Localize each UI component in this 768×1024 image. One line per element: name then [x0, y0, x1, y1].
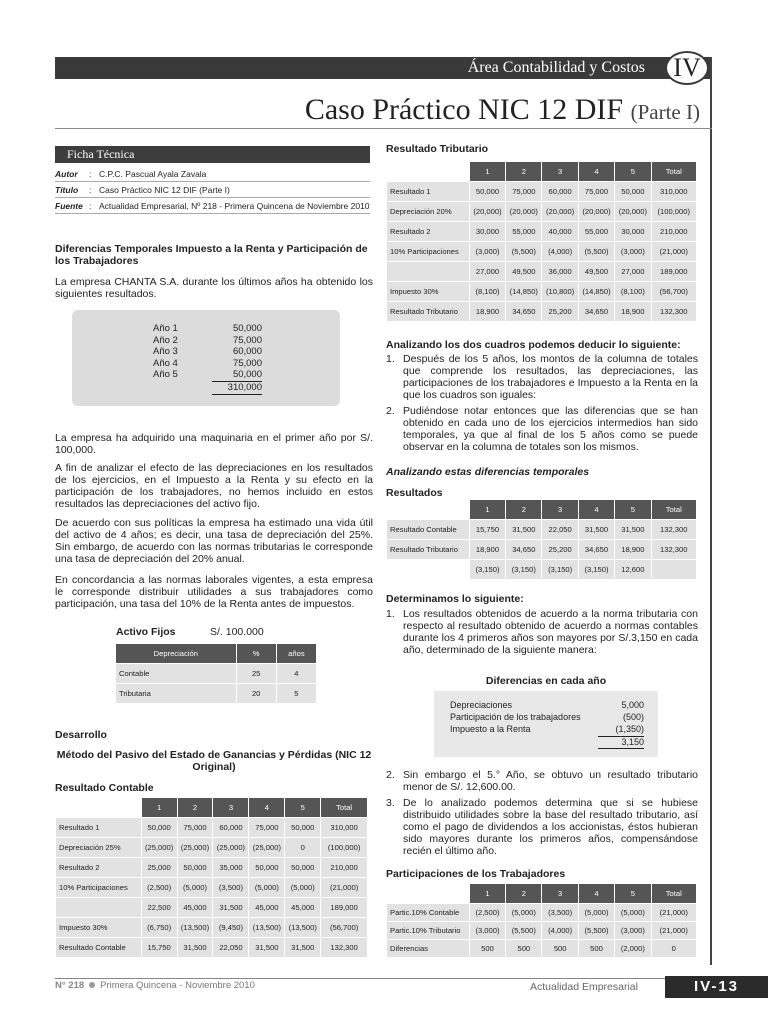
table-row-label: Resultado Tributario [387, 540, 470, 560]
table-cell: 60,000 [542, 182, 578, 202]
table-row-label [56, 898, 142, 918]
table-cell: (5,500) [578, 922, 614, 940]
table-cell: (100,000) [651, 202, 696, 222]
footer-month: Noviembre 2010 [185, 980, 255, 991]
activo-label: Activo Fijos [116, 626, 176, 638]
years-total-rule [212, 394, 262, 395]
table-cell: 310,000 [651, 182, 696, 202]
table-cell: 18,900 [469, 302, 505, 322]
table-cell: (5,000) [506, 904, 542, 922]
table-cell: (5,500) [578, 242, 614, 262]
table-cell: (21,000) [651, 242, 696, 262]
table-row [387, 182, 697, 202]
table-row-label: Partic.10% Contable [387, 904, 470, 922]
table-cell: (20,000) [506, 202, 542, 222]
table-cell: 25,200 [542, 540, 578, 560]
list-item [386, 797, 698, 857]
table-row [56, 938, 368, 958]
table-header-cell: 1 [469, 162, 505, 182]
table-cell: 0 [285, 838, 321, 858]
paragraph-3: De acuerdo con sus políticas la empresa ha estimado una vida útil del activo de 4 años; es decir, una tasa de depreciación del 25%. Sin embargo, de acuerdo con las normas tributarias le corresponde una tasa de depreciación del 20% anual. [55, 517, 373, 565]
table-header-cell: 3 [542, 162, 578, 182]
table-cell: 50,000 [249, 858, 285, 878]
table-cell: (3,500) [213, 878, 249, 898]
table-header-cell: años [276, 644, 316, 664]
participaciones-table [386, 883, 697, 958]
list-text: Después de los 5 años, los montos de la columna de totales que comprende los resultados, las depreciaciones, las participaciones de los trabajadores e Impuesto a la Renta en la que los cuadros son iguales: [403, 353, 698, 401]
years-total: 310,000 [227, 382, 262, 393]
table-cell: 132,300 [651, 520, 696, 540]
difference-label: Depreciaciones [450, 700, 513, 710]
table-header-cell: 4 [578, 884, 614, 904]
list-number: 1. [386, 608, 395, 620]
year-value: 60,000 [232, 346, 262, 357]
table-header-cell: 3 [542, 884, 578, 904]
table-cell: (21,000) [321, 878, 368, 898]
table-cell: (20,000) [542, 202, 578, 222]
table-cell: 25 [236, 664, 276, 684]
table-row-label: Resultado 1 [56, 818, 142, 838]
page-number: IV-13 [665, 976, 768, 998]
right-margin-rule [710, 57, 712, 965]
table-row-label: Depreciación 25% [56, 838, 142, 858]
year-label: Año 5 [153, 369, 178, 380]
table-cell: 25,000 [141, 858, 177, 878]
paragraph-1: La empresa ha adquirido una maquinaria en el primer año por S/. 100,000. [55, 432, 373, 456]
title-part: (Parte I) [630, 100, 700, 124]
table-row-label: Resultado 2 [56, 858, 142, 878]
table-row-label: Resultado 1 [387, 182, 470, 202]
year-label: Año 4 [153, 357, 178, 369]
table-cell: (25,000) [213, 838, 249, 858]
table-cell: 50,000 [285, 818, 321, 838]
table-cell: (5,500) [506, 922, 542, 940]
table-row [56, 898, 368, 918]
table-cell: (56,700) [651, 282, 696, 302]
table-header-cell: 2 [506, 500, 542, 520]
ficha-colon: : [89, 185, 92, 195]
difference-value: 5,000 [621, 700, 644, 710]
table-cell: (13,500) [249, 918, 285, 938]
table-cell: 50,000 [469, 182, 505, 202]
table-cell: (14,850) [578, 282, 614, 302]
ficha-key: Autor [55, 169, 78, 179]
table-cell: (20,000) [615, 202, 651, 222]
list-item [386, 353, 698, 401]
table-cell: 25,200 [542, 302, 578, 322]
table-cell: (2,000) [615, 940, 651, 958]
table-header-row [56, 798, 368, 818]
heading-analizando-2: Analizando estas diferencias temporales [386, 466, 590, 478]
page-title [200, 92, 700, 130]
table-row-label: Resultado Contable [387, 520, 470, 540]
table-cell: 22,050 [542, 520, 578, 540]
table-row-label: Resultado 2 [387, 222, 470, 242]
table-header-cell [387, 500, 470, 520]
table-cell: (3,000) [615, 242, 651, 262]
table-cell: 34,650 [506, 540, 542, 560]
table-cell [651, 560, 696, 580]
title-main: Caso Práctico NIC 12 DIF [304, 93, 624, 126]
title-divider [55, 128, 712, 129]
table-cell: 34,650 [578, 540, 614, 560]
year-value: 50,000 [232, 323, 262, 334]
table-header-cell: 1 [469, 500, 505, 520]
table-cell: (2,500) [141, 878, 177, 898]
table-header-cell: 2 [506, 162, 542, 182]
table-cell: 500 [578, 940, 614, 958]
table-cell: 31,500 [177, 938, 213, 958]
table-cell: 22,050 [213, 938, 249, 958]
table-row [116, 684, 317, 704]
table-cell: 18,900 [615, 302, 651, 322]
table-cell: (3,000) [469, 242, 505, 262]
table-cell: 60,000 [213, 818, 249, 838]
table-cell: (8,100) [469, 282, 505, 302]
table-cell: (100,000) [321, 838, 368, 858]
table-cell: (21,000) [651, 922, 696, 940]
table-cell: 15,750 [141, 938, 177, 958]
table-cell: (13,500) [177, 918, 213, 938]
heading-metodo: Método del Pasivo del Estado de Ganancias y Pérdidas (NIC 12 Original) [56, 749, 372, 773]
table-header-cell: 4 [578, 500, 614, 520]
table-row [387, 262, 697, 282]
table-header-cell [56, 798, 142, 818]
list-text: De lo analizado podemos determina que si se hubiese distribuido utilidades sobre la base del resultado tributario, así como el pago de dividendos a los accionistas, éstos hubieran sido mayores durante los primeros años, compensándose recién el último año. [403, 797, 698, 857]
table-cell: (3,150) [578, 560, 614, 580]
heading-participaciones: Participaciones de los Trabajadores [386, 868, 566, 880]
table-cell: 27,000 [469, 262, 505, 282]
table-row-label: Impuesto 30% [387, 282, 470, 302]
table-header-cell [387, 162, 470, 182]
table-cell: (5,000) [177, 878, 213, 898]
table-cell: 18,900 [469, 540, 505, 560]
table-row-label [387, 560, 470, 580]
table-row-label: Impuesto 30% [56, 918, 142, 938]
table-cell: 31,500 [213, 898, 249, 918]
table-header-cell: 4 [578, 162, 614, 182]
table-cell: 500 [542, 940, 578, 958]
table-row [56, 878, 368, 898]
table-row-label: Resultado Contable [56, 938, 142, 958]
table-cell: 45,000 [285, 898, 321, 918]
heading-diferencias: Diferencias Temporales Impuesto a la Renta y Participación de los Trabajadores [55, 243, 368, 267]
differences-title: Diferencias en cada año [485, 675, 607, 687]
heading-desarrollo: Desarrollo [55, 729, 107, 741]
heading-resultado-contable: Resultado Contable [55, 782, 154, 794]
list-number: 1. [386, 353, 395, 365]
table-row-label: 10% Participaciones [387, 242, 470, 262]
table-cell: (6,750) [141, 918, 177, 938]
table-cell: 500 [506, 940, 542, 958]
table-row [387, 222, 697, 242]
table-cell: (56,700) [321, 918, 368, 938]
footer-issue: N° 218 Primera Quincena - Noviembre 2010 [55, 980, 255, 991]
table-header-cell: 5 [615, 500, 651, 520]
table-cell: 132,300 [321, 938, 368, 958]
table-header-cell: 2 [177, 798, 213, 818]
table-header-cell: 4 [249, 798, 285, 818]
table-cell: 34,650 [578, 302, 614, 322]
list-number: 3. [386, 797, 395, 809]
table-row-label: Tributaria [116, 684, 237, 704]
table-cell: 12,600 [615, 560, 651, 580]
table-row [56, 918, 368, 938]
ficha-heading: Ficha Técnica [55, 146, 370, 163]
table-cell: (3,150) [506, 560, 542, 580]
table-cell: 50,000 [141, 818, 177, 838]
ficha-value: Actualidad Empresarial, Nº 218 - Primera Quincena de Noviembre 2010 [99, 201, 370, 211]
ficha-key: Fuente [55, 201, 83, 211]
ficha-value: Caso Práctico NIC 12 DIF (Parte I) [99, 185, 230, 195]
table-row [56, 818, 368, 838]
table-row-label: Partic.10% Tributario [387, 922, 470, 940]
table-row [387, 904, 697, 922]
table-cell: 15,750 [469, 520, 505, 540]
table-row [387, 282, 697, 302]
resultados-table [386, 499, 697, 580]
list-number: 2. [386, 405, 395, 417]
ficha-key: Título [55, 185, 79, 195]
table-cell: 55,000 [578, 222, 614, 242]
table-cell: (14,850) [506, 282, 542, 302]
table-cell: 75,000 [249, 818, 285, 838]
heading-resultados: Resultados [386, 487, 443, 499]
year-label: Año 3 [153, 346, 178, 357]
table-cell: 55,000 [506, 222, 542, 242]
footer-period: Primera Quincena [100, 980, 177, 991]
table-row-label: Depreciación 20% [387, 202, 470, 222]
ficha-row [55, 182, 370, 198]
table-header-cell: Total [321, 798, 368, 818]
table-row-label: Resultado Tributario [387, 302, 470, 322]
list-text: Sin embargo el 5.° Año, se obtuvo un resultado tributario menor de S/. 12,600.00. [403, 769, 698, 793]
table-cell: 31,500 [285, 938, 321, 958]
heading-determinamos: Determinamos lo siguiente: [386, 593, 524, 605]
table-cell: 75,000 [506, 182, 542, 202]
list-item [386, 405, 698, 453]
table-row [56, 838, 368, 858]
table-header-cell: 3 [213, 798, 249, 818]
table-cell: (20,000) [469, 202, 505, 222]
table-header-cell: Total [651, 884, 696, 904]
table-header-cell: 5 [615, 884, 651, 904]
table-row [116, 664, 317, 684]
ficha-colon: : [89, 201, 92, 211]
table-cell: 75,000 [578, 182, 614, 202]
ficha-row [55, 166, 370, 182]
table-cell: (5,000) [578, 904, 614, 922]
table-header-cell: Total [651, 500, 696, 520]
table-cell: 189,000 [651, 262, 696, 282]
ficha-colon: : [89, 169, 92, 179]
table-cell: 210,000 [651, 222, 696, 242]
table-cell: (3,000) [469, 922, 505, 940]
table-cell: 36,000 [542, 262, 578, 282]
list-number: 2. [386, 769, 395, 781]
table-cell: 4 [276, 664, 316, 684]
table-header-cell: 1 [141, 798, 177, 818]
table-cell: (25,000) [249, 838, 285, 858]
table-row-label: Diferencias [387, 940, 470, 958]
year-label: Año 2 [153, 334, 178, 346]
heading-resultado-tributario: Resultado Tributario [386, 143, 489, 155]
table-cell: 5 [276, 684, 316, 704]
table-cell: 22,500 [141, 898, 177, 918]
table-cell: (3,500) [542, 904, 578, 922]
year-value: 50,000 [232, 369, 262, 380]
table-header-cell: % [236, 644, 276, 664]
table-header-cell [387, 884, 470, 904]
table-row [387, 540, 697, 560]
table-row [387, 202, 697, 222]
resultado-tributario-table [386, 161, 697, 322]
table-cell: 50,000 [285, 858, 321, 878]
table-cell: 50,000 [615, 182, 651, 202]
difference-value: (500) [622, 712, 644, 722]
resultado-contable-table [55, 797, 368, 958]
year-value: 75,000 [232, 357, 262, 369]
table-row [387, 560, 697, 580]
table-cell: 31,500 [249, 938, 285, 958]
table-cell: (20,000) [578, 202, 614, 222]
footer-publication: Actualidad Empresarial [530, 981, 638, 993]
table-cell: (5,000) [615, 904, 651, 922]
table-cell: (4,000) [542, 922, 578, 940]
table-cell: 75,000 [177, 818, 213, 838]
differences-total-rule [598, 748, 644, 749]
years-box [72, 310, 340, 406]
paragraph-4: En concordancia a las normas laborales vigentes, a esta empresa le corresponde distribuir utilidades a sus trabajadores como participación, una tasa del 10% de la Renta antes de impuestos. [55, 574, 373, 610]
table-row [387, 922, 697, 940]
paragraph-2: A fin de analizar el efecto de las depreciaciones en los resultados de los ejercicios, en el Impuesto a la Renta y su efecto en la participación de los trabajadores, no hemos incluido en estos resultados las depreciaciones del activo fijo. [55, 462, 373, 510]
table-cell: 31,500 [578, 520, 614, 540]
table-row [56, 858, 368, 878]
table-row-label [387, 262, 470, 282]
table-cell: 35,000 [213, 858, 249, 878]
year-value: 75,000 [232, 334, 262, 346]
table-cell: 49,500 [506, 262, 542, 282]
table-cell: (5,000) [249, 878, 285, 898]
ficha-value: C.P.C. Pascual Ayala Zavala [99, 169, 207, 179]
table-cell: 18,900 [615, 540, 651, 560]
table-header-cell: 3 [542, 500, 578, 520]
differences-total: 3,150 [621, 737, 644, 747]
table-cell: 49,500 [578, 262, 614, 282]
table-row [387, 302, 697, 322]
table-row [387, 520, 697, 540]
section-title: Área Contabilidad y Costos [467, 59, 645, 76]
heading-analizando-1: Analizando los dos cuadros podemos deducir lo siguiente: [386, 339, 681, 351]
table-row [387, 940, 697, 958]
table-cell: (10,800) [542, 282, 578, 302]
table-cell: (25,000) [141, 838, 177, 858]
list-item [386, 608, 698, 656]
year-label: Año 1 [153, 323, 178, 334]
table-cell: 310,000 [321, 818, 368, 838]
table-cell: (3,000) [615, 922, 651, 940]
table-header-cell: 5 [285, 798, 321, 818]
table-row-label: Contable [116, 664, 237, 684]
difference-label: Participación de los trabajadores [450, 712, 581, 722]
table-header-cell: 2 [506, 884, 542, 904]
table-cell: 30,000 [615, 222, 651, 242]
table-cell: 0 [651, 940, 696, 958]
difference-value: (1,350) [615, 724, 644, 734]
section-number-badge: IV [665, 51, 709, 85]
table-cell: (3,150) [469, 560, 505, 580]
table-cell: 500 [469, 940, 505, 958]
table-cell: 31,500 [506, 520, 542, 540]
table-cell: 50,000 [177, 858, 213, 878]
depreciation-table [115, 643, 317, 704]
table-cell: (3,150) [542, 560, 578, 580]
table-header-row [387, 500, 697, 520]
table-cell: (5,500) [506, 242, 542, 262]
list-item [386, 769, 698, 793]
table-header-row [116, 644, 317, 664]
table-cell: 30,000 [469, 222, 505, 242]
table-cell: 210,000 [321, 858, 368, 878]
table-cell: 20 [236, 684, 276, 704]
table-cell: (21,000) [651, 904, 696, 922]
table-cell: 132,300 [651, 540, 696, 560]
table-cell: 34,650 [506, 302, 542, 322]
table-cell: 40,000 [542, 222, 578, 242]
table-cell: (4,000) [542, 242, 578, 262]
table-header-cell: 5 [615, 162, 651, 182]
table-header-row [387, 884, 697, 904]
table-cell: (2,500) [469, 904, 505, 922]
table-cell: (9,450) [213, 918, 249, 938]
difference-label: Impuesto a la Renta [450, 724, 531, 734]
table-header-cell: Total [651, 162, 696, 182]
table-cell: 31,500 [615, 520, 651, 540]
footer-dot [89, 982, 95, 988]
table-header-row [387, 162, 697, 182]
activo-value: S/. 100.000 [210, 626, 264, 638]
ficha-row [55, 198, 370, 214]
table-cell: (8,100) [615, 282, 651, 302]
paragraph-intro: La empresa CHANTA S.A. durante los últimos años ha obtenido los siguientes resultados. [55, 276, 373, 300]
table-header-cell: Depreciación [116, 644, 237, 664]
table-cell: 45,000 [249, 898, 285, 918]
table-cell: 27,000 [615, 262, 651, 282]
table-cell: (5,000) [285, 878, 321, 898]
table-row [387, 242, 697, 262]
list-text: Los resultados obtenidos de acuerdo a la norma tributaria con respecto al resultado obtenido de acuerdo a normas contables durante los 4 primeros años son mayores por S/.3,150 en cada año, determinado de la siguiente manera: [403, 608, 698, 656]
footer-issue-number: N° 218 [55, 980, 85, 991]
table-cell: 189,000 [321, 898, 368, 918]
list-text: Pudiéndose notar entonces que las diferencias que se han obtenido en cada uno de los ejercicios intermedios han sido temporales, ya que al final de los 5 años como se puede observar en la columna de totales son los mismos. [403, 405, 698, 453]
table-cell: 132,300 [651, 302, 696, 322]
table-header-cell: 1 [469, 884, 505, 904]
table-cell: (25,000) [177, 838, 213, 858]
footer-rule [55, 978, 675, 979]
table-cell: 45,000 [177, 898, 213, 918]
table-row-label: 10% Participaciones [56, 878, 142, 898]
table-cell: (13,500) [285, 918, 321, 938]
